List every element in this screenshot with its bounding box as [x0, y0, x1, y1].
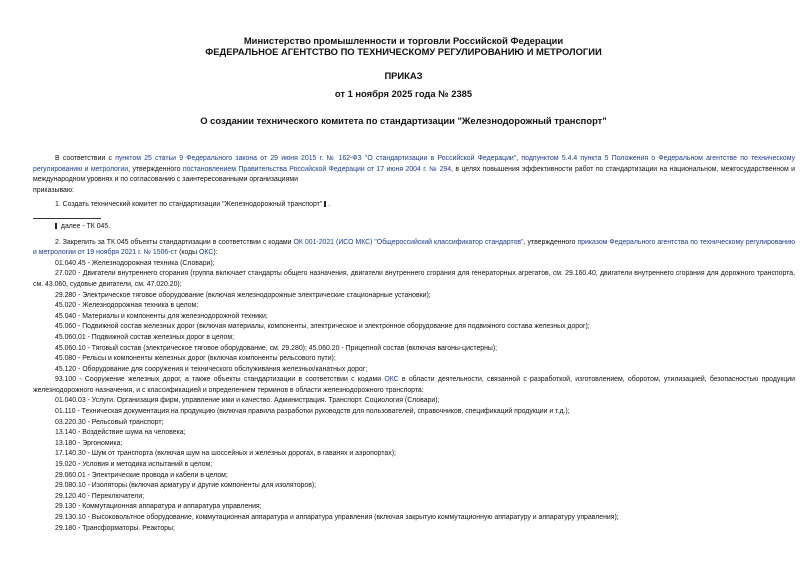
footnote-content: далее - ТК 045.	[60, 222, 111, 230]
code-item: 03.220.30 - Рельсовый транспорт;	[55, 418, 164, 426]
code-item-93100	[33, 375, 795, 396]
code-item: 13.140 - Воздействие шума на человека;	[55, 429, 186, 437]
code-item: 29.060.01 - Электрические провода и кабели в целом;	[55, 471, 228, 479]
code-item: 45.120 - Оборудование для сооружения и технического обслуживания железных/канатных дорог;	[55, 365, 368, 373]
code-item: 27.020 - Двигатели внутреннего сгорания (группа включает стандарты общего назначения, двигатели внутреннего сгорания для генераторных агрегатов, см. 29.160.40, двигатели внутреннего сгорания для дорожного транспорта, см. 43.060, судовые двигатели, см. 47.020.20);	[33, 270, 795, 288]
code-item: 01.040.45 - Железнодорожная техника (Словари);	[55, 259, 215, 267]
code-item: 45.060.10 - Тяговый состав (электрическое тяговое оборудование, см. 29.280); 45.060.20 - Прицепной состав (включая вагоны-цистерны);	[55, 344, 498, 352]
code-item: 13.180 - Эргономика;	[55, 439, 123, 447]
code-item: 29.080.10 - Изоляторы (включая арматуру и другие компоненты для изоляторов);	[55, 482, 317, 490]
code-item: 45.060.01 - Подвижной состав железных дорог в целом;	[55, 333, 235, 341]
oks-link-2[interactable]: ОКС	[384, 376, 399, 384]
code-item: 29.130.10 - Высоковольтное оборудование, коммутационная аппаратура и аппаратура управления (включая закрытую коммутационную аппаратуру и аппаратуру управления);	[55, 514, 619, 521]
code-item: 01.040.03 - Услуги. Организация фирм, управление ими и качество. Администрация. Транспорт. Социология (Словари);	[55, 397, 440, 405]
code-item: 45.060 - Подвижной состав железных дорог (включая материалы, компоненты, электрическое и электронное оборудование для подвижного состава железных дорог);	[55, 323, 590, 331]
code-item: 45.040 - Материалы и компоненты для железнодорожной техники;	[55, 312, 268, 320]
document-type: ПРИКАЗ	[384, 70, 423, 81]
ministry-name: Министерство промышленности и торговли Российской Федерации	[243, 35, 564, 46]
text: В соответствии с	[55, 155, 116, 162]
law-162-fz-link[interactable]: пунктом 25 статьи 9 Федерального закона от 29 июня 2015 г. № 162-ФЗ "О стандартизации в Российской Федерации"	[115, 155, 517, 162]
code-item: 29.180 - Трансформаторы. Реакторы;	[55, 524, 175, 532]
text: в области деятельности, связанной с разработкой, изготовлением, оборотом, утилизацией, безопасностью продукции железнодорожного назначения, и с классификацией и определением терминов в области железнодорожного транспорта:	[33, 376, 795, 394]
codes-list-a	[33, 259, 795, 376]
item-1-text: 1. Создать технический комитет по стандартизации "Железнодорожный транспорт"	[55, 201, 323, 209]
ok-001-2021-link[interactable]: ОК 001-2021 (ИСО МКС) "Общероссийский классификатор стандартов"	[293, 238, 524, 246]
text: .	[328, 201, 331, 209]
text: , утвержденного	[128, 165, 183, 173]
text: 2. Закрепить за ТК 045 объекты стандартизации в соответствии с кодами	[55, 238, 294, 246]
text: (коды	[177, 249, 200, 257]
code-item: 17.140.30 - Шум от транспорта (включая шум на шоссейных и железных дорогах, в гаванях и аэропортах);	[55, 450, 396, 458]
text: , в целях повышения эффективности работ по стандартизации на национальном, межгосударственном и международном уровнях и по согласованию с заинтересованными организациями	[33, 165, 795, 184]
item-2	[33, 238, 795, 259]
code-item: 01.110 - Техническая документация на продукцию (включая правила разработки руководств для пользователей, справочников, спецификаций продукции и т.д.);	[55, 408, 570, 416]
oks-link[interactable]: ОКС	[199, 249, 214, 257]
text: 93.100 - Сооружение железных дорог, а также объекты стандартизации в соответствии с кодами	[55, 376, 385, 384]
document-title: О создании технического комитета по стандартизации "Железнодорожный транспорт"	[200, 115, 607, 126]
footnote-text	[33, 222, 795, 233]
text: ):	[213, 249, 218, 257]
document-body	[33, 154, 795, 534]
text: ,	[516, 155, 522, 162]
code-item: 19.020 - Условия и методика испытаний в целом;	[55, 461, 213, 469]
government-decree-294-link[interactable]: постановлением Правительства Российской Федерации от 17 июня 2004 г. № 294	[182, 165, 452, 173]
code-item: 29.130 - Коммутационная аппаратура и аппаратура управления;	[55, 503, 262, 511]
footnote-divider	[33, 218, 101, 219]
item-1	[33, 200, 795, 211]
agency-name: ФЕДЕРАЛЬНОЕ АГЕНТСТВО ПО ТЕХНИЧЕСКОМУ РЕГУЛИРОВАНИЮ И МЕТРОЛОГИИ	[205, 46, 602, 57]
code-item: 29.120.40 - Переключатели;	[55, 492, 145, 500]
codes-list-b	[33, 396, 795, 534]
preamble-paragraph	[33, 154, 795, 186]
order-1506-st-link[interactable]: приказом Федерального агентства по техническому регулированию и метрологии от 19 ноября 2021 г. № 1506-ст	[33, 238, 795, 257]
text: , утвержденного	[523, 238, 578, 246]
code-item: 45.080 - Рельсы и компоненты железных дорог (включая компоненты рельсового пути);	[55, 355, 336, 363]
code-item: 45.020 - Железнодорожная техника в целом;	[55, 302, 199, 310]
regulation-subclause-link[interactable]: подпунктом 5.4.4 пункта 5 Положения о Федеральном агентстве по техническому регулированию и метрологии	[33, 155, 796, 173]
footnote-marker[interactable]	[324, 201, 326, 207]
order-word: приказываю:	[33, 186, 74, 194]
footnote-marker-small	[55, 223, 57, 229]
code-item: 29.280 - Электрическое тяговое оборудование (включая железнодорожные электрические стационарные установки);	[55, 291, 431, 299]
document-date-number: от 1 ноября 2025 года № 2385	[334, 88, 473, 99]
